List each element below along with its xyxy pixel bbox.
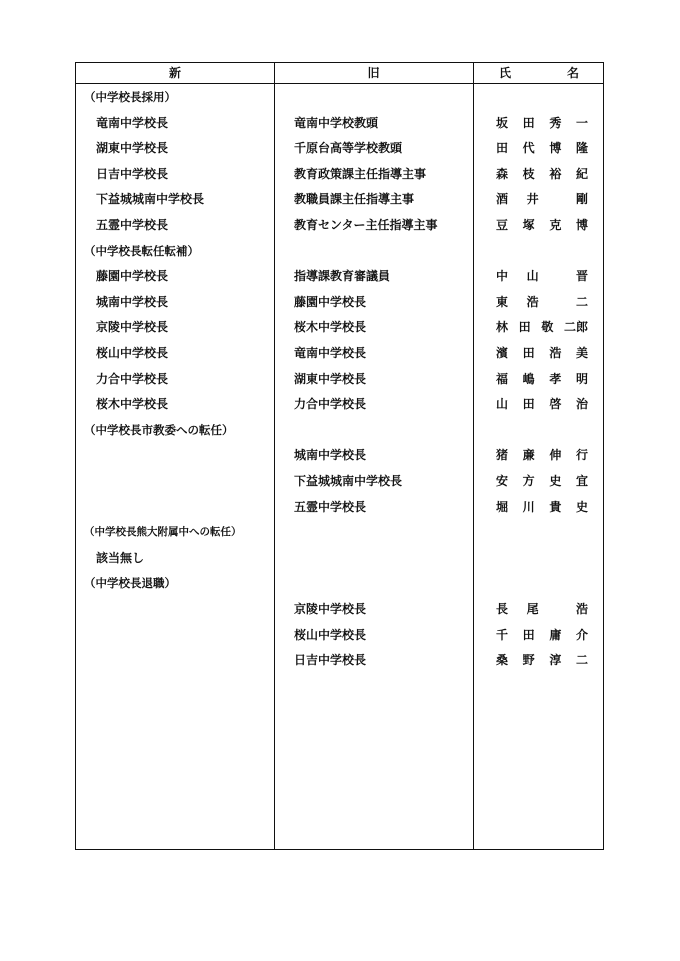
old-position-cell: 指導課教育審議員 bbox=[294, 269, 391, 284]
name-char: 坂 bbox=[496, 115, 509, 130]
new-position-cell: 日吉中学校長 bbox=[96, 166, 169, 181]
name-char: 啓 bbox=[549, 397, 562, 412]
name-char: 桑 bbox=[496, 653, 509, 668]
table-row bbox=[76, 495, 603, 521]
person-name-cell bbox=[496, 597, 588, 623]
table-row bbox=[76, 136, 603, 162]
table-row bbox=[76, 111, 603, 137]
name-char: 浩 bbox=[526, 294, 539, 309]
new-position-cell: 五霊中学校長 bbox=[96, 218, 169, 232]
table-row bbox=[76, 239, 603, 265]
name-char: 克 bbox=[549, 218, 562, 232]
name-char: 博 bbox=[549, 141, 562, 156]
name-char: 敬 bbox=[541, 320, 554, 335]
new-position-cell: 城南中学校長 bbox=[96, 294, 169, 309]
table-row bbox=[76, 571, 603, 597]
name-char: 淳 bbox=[549, 653, 562, 668]
name-char: 方 bbox=[522, 474, 535, 488]
old-position-cell: 藤園中学校長 bbox=[294, 294, 367, 309]
old-position-cell: 京陵中学校長 bbox=[294, 602, 367, 616]
name-char: 二 bbox=[575, 294, 588, 309]
name-char: 嶋 bbox=[522, 371, 535, 386]
new-position-cell: 桜木中学校長 bbox=[96, 397, 169, 412]
table-row bbox=[76, 418, 603, 444]
table-row bbox=[76, 546, 603, 572]
person-name-cell bbox=[496, 392, 588, 418]
person-name-cell bbox=[496, 341, 588, 367]
name-char: 山 bbox=[526, 269, 539, 284]
header-new: 新 bbox=[168, 66, 181, 80]
name-char: 隆 bbox=[575, 141, 588, 156]
name-char: 代 bbox=[522, 141, 535, 156]
person-name-cell bbox=[496, 469, 588, 495]
name-char: 浩 bbox=[549, 346, 562, 360]
name-char: 森 bbox=[496, 166, 509, 181]
name-char: 晋 bbox=[575, 269, 588, 284]
section-heading: （中学校長市教委への転任） bbox=[84, 422, 234, 437]
header-name-left: 氏 bbox=[499, 66, 512, 80]
new-position-cell: 湖東中学校長 bbox=[96, 141, 169, 156]
name-char: 庸 bbox=[549, 627, 562, 642]
table-row bbox=[76, 623, 603, 649]
old-position-cell: 下益城城南中学校長 bbox=[294, 474, 403, 488]
person-name-cell bbox=[496, 290, 588, 316]
name-char: 東 bbox=[496, 294, 509, 309]
name-char: 安 bbox=[496, 474, 509, 488]
person-name-cell bbox=[496, 623, 588, 649]
table-row bbox=[76, 469, 603, 495]
name-char: 明 bbox=[575, 371, 588, 386]
table-row bbox=[76, 341, 603, 367]
name-char: 孝 bbox=[549, 371, 562, 386]
table-row bbox=[76, 597, 603, 623]
new-position-cell: 該当無し bbox=[96, 550, 145, 565]
old-position-cell: 桜木中学校長 bbox=[294, 320, 367, 335]
person-name-cell bbox=[496, 495, 588, 521]
name-char: 枝 bbox=[522, 166, 535, 181]
name-char: 宜 bbox=[575, 474, 588, 488]
name-char: 濱 bbox=[496, 346, 509, 360]
table-row bbox=[76, 520, 603, 546]
name-char: 紀 bbox=[575, 166, 588, 181]
name-char: 猪 bbox=[496, 448, 509, 463]
name-char: 中 bbox=[496, 269, 509, 284]
name-char: 行 bbox=[575, 448, 588, 463]
person-name-cell bbox=[496, 648, 588, 674]
name-char: 二郎 bbox=[563, 320, 588, 335]
new-position-cell: 下益城城南中学校長 bbox=[96, 192, 205, 207]
name-char: 史 bbox=[549, 474, 562, 488]
new-position-cell: 京陵中学校長 bbox=[96, 320, 169, 335]
table-row bbox=[76, 162, 603, 188]
old-position-cell: 力合中学校長 bbox=[294, 397, 367, 412]
person-name-cell bbox=[496, 213, 588, 239]
old-position-cell: 教育政策課主任指導主事 bbox=[294, 166, 427, 181]
name-char: 長 bbox=[496, 602, 509, 616]
old-position-cell: 桜山中学校長 bbox=[294, 627, 367, 642]
name-char: 田 bbox=[522, 346, 535, 360]
name-char: 伸 bbox=[549, 448, 562, 463]
table-row bbox=[76, 264, 603, 290]
old-position-cell: 五霊中学校長 bbox=[294, 499, 367, 514]
name-char: 介 bbox=[575, 627, 588, 642]
table-row bbox=[76, 367, 603, 393]
person-name-cell bbox=[496, 367, 588, 393]
old-position-cell: 湖東中学校長 bbox=[294, 371, 367, 386]
name-char: 史 bbox=[575, 499, 588, 514]
person-name-cell bbox=[496, 315, 588, 341]
table-row bbox=[76, 648, 603, 674]
name-char: 一 bbox=[575, 115, 588, 130]
name-char: 林 bbox=[496, 320, 509, 335]
name-char: 山 bbox=[496, 397, 509, 412]
old-position-cell: 城南中学校長 bbox=[294, 448, 367, 463]
old-position-cell: 教育センター主任指導主事 bbox=[294, 218, 438, 232]
person-name-cell bbox=[496, 187, 588, 213]
name-char: 裕 bbox=[549, 166, 562, 181]
name-char: 千 bbox=[496, 627, 509, 642]
table-row bbox=[76, 85, 603, 111]
name-char: 秀 bbox=[549, 115, 562, 130]
name-char: 田 bbox=[496, 141, 509, 156]
old-position-cell: 竜南中学校教頭 bbox=[294, 115, 379, 130]
name-char: 亷 bbox=[522, 448, 535, 463]
name-char: 二 bbox=[575, 653, 588, 668]
table-row bbox=[76, 290, 603, 316]
new-position-cell: 竜南中学校長 bbox=[96, 115, 169, 130]
name-char: 酒 bbox=[496, 192, 509, 207]
old-position-cell: 千原台高等学校教頭 bbox=[294, 141, 403, 156]
person-name-cell bbox=[496, 136, 588, 162]
header-name bbox=[473, 65, 605, 81]
new-position-cell: 藤園中学校長 bbox=[96, 269, 169, 284]
name-char: 剛 bbox=[575, 192, 588, 207]
name-char: 浩 bbox=[575, 602, 588, 616]
name-char: 堀 bbox=[496, 499, 509, 514]
section-heading: （中学校長採用） bbox=[84, 90, 176, 104]
person-name-cell bbox=[496, 546, 588, 572]
name-char: 博 bbox=[575, 218, 588, 232]
old-position-cell: 日吉中学校長 bbox=[294, 653, 367, 668]
new-position-cell: 桜山中学校長 bbox=[96, 346, 169, 360]
name-char: 尾 bbox=[526, 602, 539, 616]
person-name-cell bbox=[496, 443, 588, 469]
old-position-cell: 教職員課主任指導主事 bbox=[294, 192, 415, 207]
name-char: 野 bbox=[522, 653, 535, 668]
header-divider bbox=[76, 83, 603, 84]
old-position-cell: 竜南中学校長 bbox=[294, 346, 367, 360]
table-row bbox=[76, 187, 603, 213]
name-char: 福 bbox=[496, 371, 509, 386]
name-char: 貴 bbox=[549, 499, 562, 514]
section-heading: （中学校長熊大附属中への転任） bbox=[84, 526, 242, 539]
name-char: 川 bbox=[522, 499, 535, 514]
person-name-cell bbox=[496, 111, 588, 137]
name-char: 田 bbox=[522, 115, 535, 130]
appointment-table bbox=[75, 62, 604, 850]
name-char: 井 bbox=[526, 192, 539, 207]
header-old: 旧 bbox=[367, 66, 380, 80]
name-char: 田 bbox=[522, 627, 535, 642]
name-char: 田 bbox=[522, 397, 535, 412]
table-row bbox=[76, 443, 603, 469]
name-char: 塚 bbox=[522, 218, 535, 232]
name-char: 美 bbox=[575, 346, 588, 360]
table-row bbox=[76, 315, 603, 341]
header-name-right: 名 bbox=[566, 66, 579, 80]
section-heading: （中学校長転任転補） bbox=[84, 243, 199, 258]
new-position-cell: 力合中学校長 bbox=[96, 371, 169, 386]
table-row bbox=[76, 213, 603, 239]
person-name-cell bbox=[496, 162, 588, 188]
section-heading: （中学校長退職） bbox=[84, 576, 176, 591]
person-name-cell bbox=[496, 264, 588, 290]
name-char: 治 bbox=[575, 397, 588, 412]
name-char: 田 bbox=[518, 320, 531, 335]
table-row bbox=[76, 392, 603, 418]
name-char: 豆 bbox=[496, 218, 509, 232]
